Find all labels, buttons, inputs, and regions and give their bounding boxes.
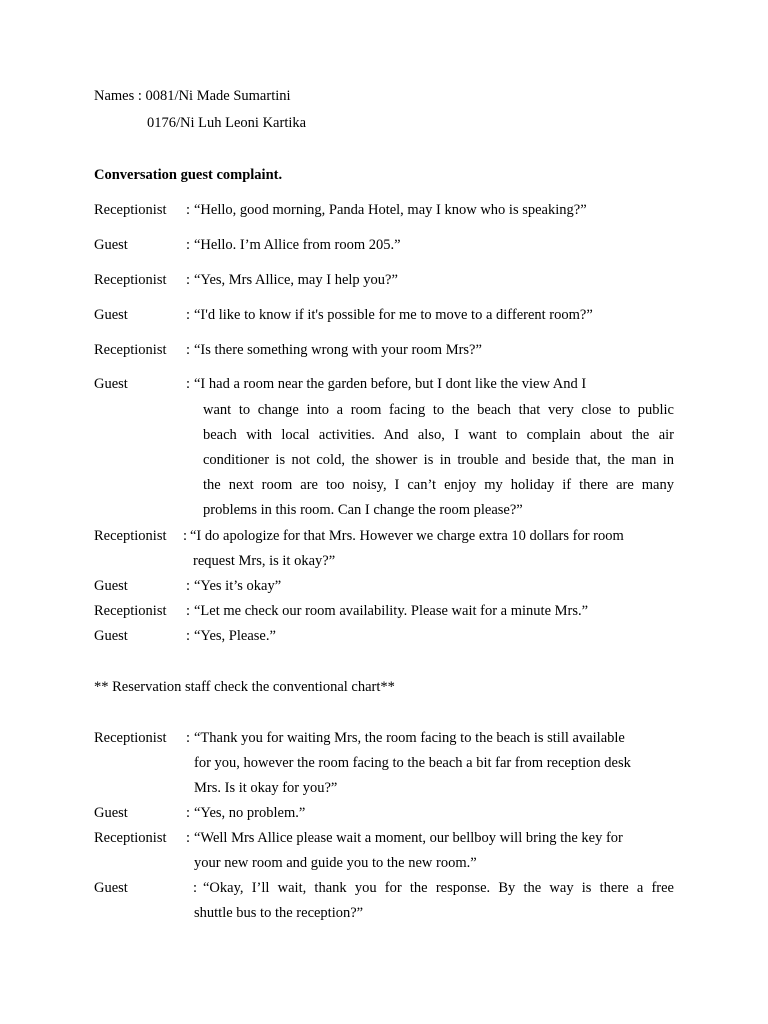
document-title: Conversation guest complaint. bbox=[94, 167, 283, 183]
speaker-label: Receptionist bbox=[94, 342, 167, 358]
colon: : bbox=[186, 202, 191, 218]
dialogue-line: Mrs. Is it okay for you?” bbox=[194, 780, 338, 796]
colon: : bbox=[186, 830, 191, 846]
colon: : bbox=[186, 730, 191, 746]
names-line: Names : 0081/Ni Made Sumartini bbox=[94, 88, 291, 104]
dialogue-line: want to change into a room facing to the beach that very close to public bbox=[203, 402, 674, 418]
speaker-label: Guest bbox=[94, 880, 128, 896]
dialogue-line: conditioner is not cold, the shower is in trouble and beside that, the man in bbox=[203, 452, 674, 468]
dialogue-line: the next room are too noisy, I can’t enjoy my holiday if there are many bbox=[203, 477, 674, 493]
dialogue-line: “I do apologize for that Mrs. However we charge extra 10 dollars for room bbox=[190, 528, 624, 544]
second-name-line: 0176/Ni Luh Leoni Kartika bbox=[147, 115, 307, 131]
stage-note: ** Reservation staff check the conventional chart** bbox=[94, 679, 395, 695]
colon: : bbox=[186, 342, 191, 358]
colon: : bbox=[186, 237, 191, 253]
dialogue-line: “Yes, no problem.” bbox=[194, 805, 306, 821]
colon: : bbox=[186, 272, 191, 288]
speaker-label: Receptionist bbox=[94, 528, 167, 544]
speaker-label: Receptionist bbox=[94, 730, 167, 746]
colon: : bbox=[186, 376, 191, 392]
colon: : bbox=[183, 528, 188, 544]
colon: : bbox=[186, 603, 191, 619]
speaker-label: Receptionist bbox=[94, 202, 167, 218]
dialogue-line: “Thank you for waiting Mrs, the room facing to the beach is still available bbox=[194, 730, 625, 746]
dialogue-line: beach with local activities. And also, I want to complain about the air bbox=[203, 427, 674, 443]
speaker-label: Guest bbox=[94, 307, 128, 323]
colon: : bbox=[186, 628, 191, 644]
speaker-label: Guest bbox=[94, 578, 128, 594]
speaker-label: Guest bbox=[94, 628, 128, 644]
speaker-label: Receptionist bbox=[94, 603, 167, 619]
dialogue-line: “Is there something wrong with your room Mrs?” bbox=[194, 342, 482, 358]
colon: : bbox=[186, 307, 191, 323]
speaker-label: Guest bbox=[94, 237, 128, 253]
dialogue-line: “I had a room near the garden before, but I dont like the view And I bbox=[194, 376, 587, 392]
dialogue-line: “Okay, I’ll wait, thank you for the response. By the way is there a free bbox=[203, 880, 674, 896]
colon: : bbox=[186, 578, 191, 594]
dialogue-line: “Yes it’s okay” bbox=[194, 578, 282, 594]
dialogue-line: request Mrs, is it okay?” bbox=[193, 553, 336, 569]
speaker-label: Receptionist bbox=[94, 272, 167, 288]
speaker-label: Receptionist bbox=[94, 830, 167, 846]
dialogue-line: “Hello, good morning, Panda Hotel, may I know who is speaking?” bbox=[194, 202, 587, 218]
dialogue-line: “Yes, Mrs Allice, may I help you?” bbox=[194, 272, 398, 288]
dialogue-line: for you, however the room facing to the beach a bit far from reception desk bbox=[194, 755, 631, 771]
colon: : bbox=[193, 880, 198, 896]
dialogue-line: “Let me check our room availability. Please wait for a minute Mrs.” bbox=[194, 603, 589, 619]
dialogue-line: “Yes, Please.” bbox=[194, 628, 276, 644]
dialogue-line: “Well Mrs Allice please wait a moment, our bellboy will bring the key for bbox=[194, 830, 623, 846]
dialogue-line: problems in this room. Can I change the room please?” bbox=[203, 502, 523, 518]
dialogue-line: “Hello. I’m Allice from room 205.” bbox=[194, 237, 401, 253]
dialogue-line: shuttle bus to the reception?” bbox=[194, 905, 364, 921]
speaker-label: Guest bbox=[94, 376, 128, 392]
dialogue-line: your new room and guide you to the new room.” bbox=[194, 855, 477, 871]
dialogue-line: “I'd like to know if it's possible for me to move to a different room?” bbox=[194, 307, 593, 323]
speaker-label: Guest bbox=[94, 805, 128, 821]
colon: : bbox=[186, 805, 191, 821]
